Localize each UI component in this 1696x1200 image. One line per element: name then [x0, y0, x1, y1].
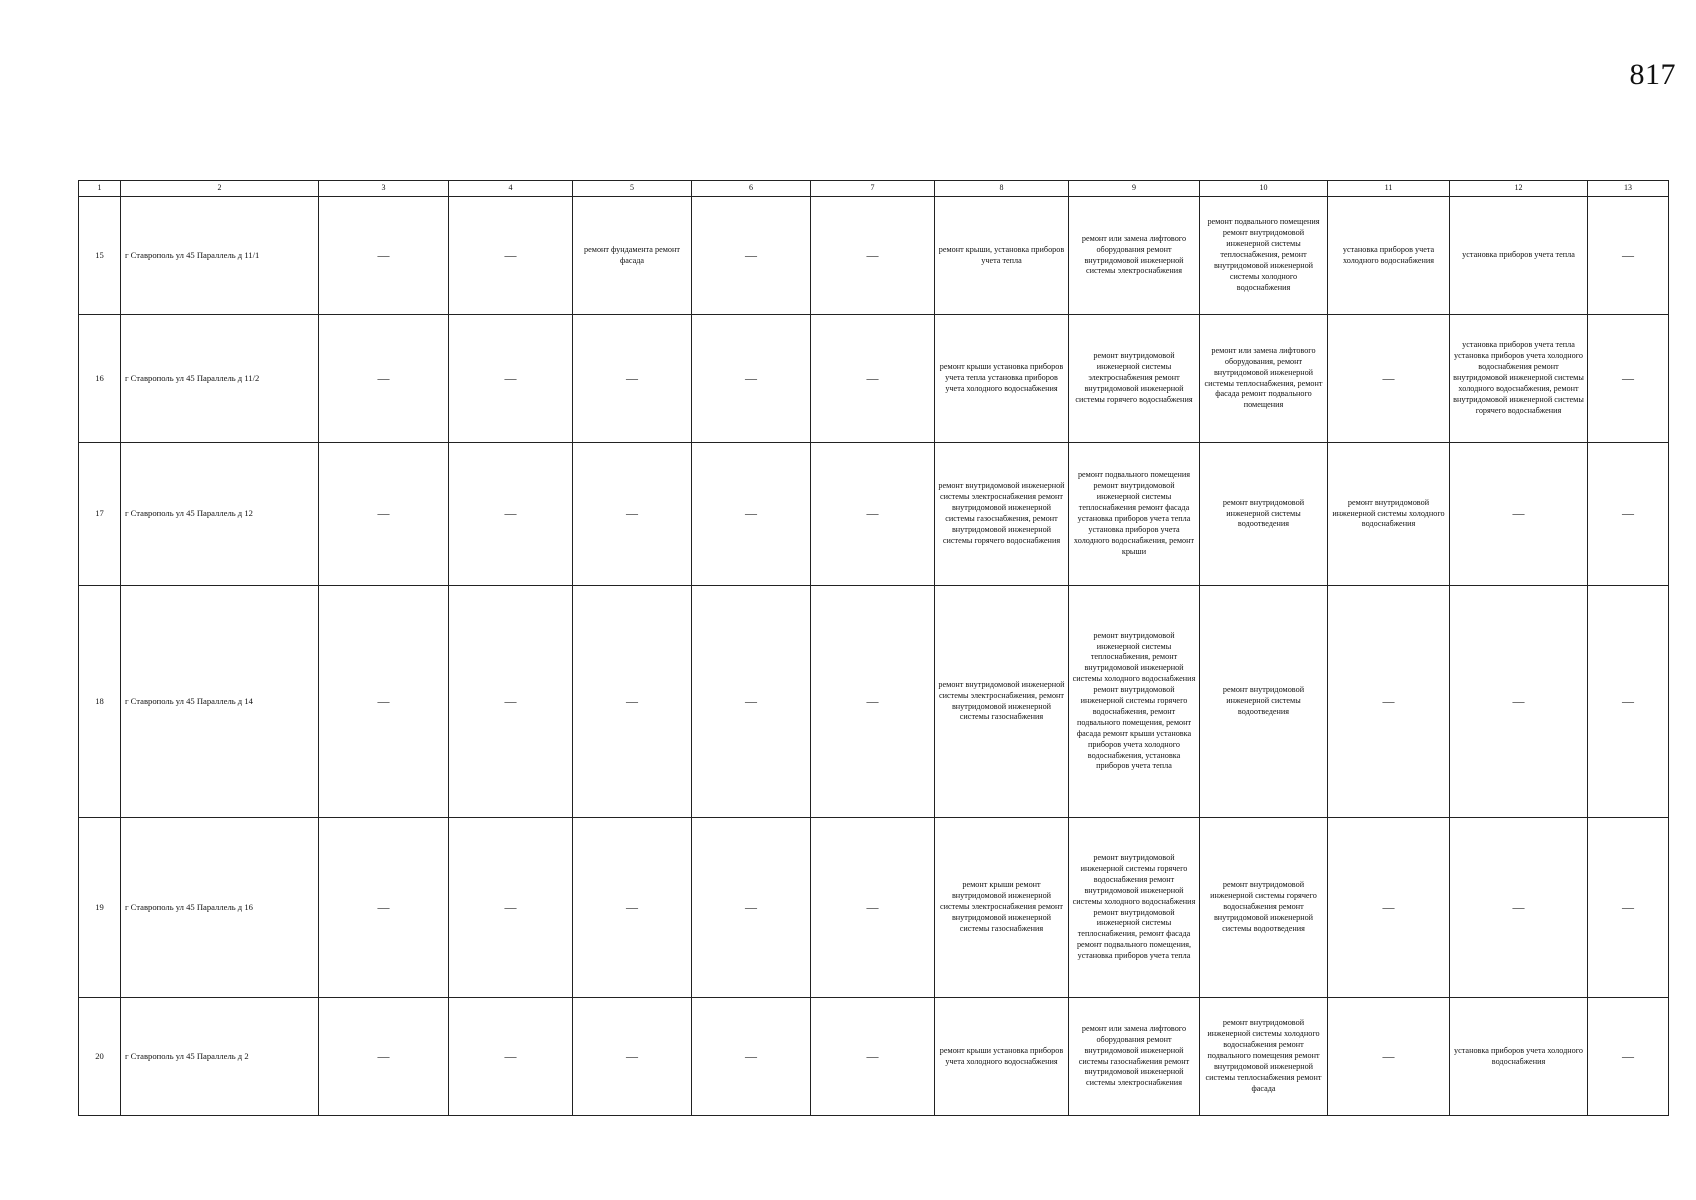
- works-cell: ремонт внутридомовой инженерной системы электроснабжения ремонт внутридомовой инженерной системы горячего водоснабжения: [1069, 315, 1200, 443]
- dash-cell: —: [692, 197, 811, 315]
- dash-cell: —: [1588, 197, 1669, 315]
- dash-cell: —: [1588, 998, 1669, 1116]
- dash-cell: —: [1588, 818, 1669, 998]
- works-cell: установка приборов учета холодного водоснабжения: [1328, 197, 1450, 315]
- dash-cell: —: [449, 443, 573, 586]
- row-number: 15: [79, 197, 121, 315]
- works-cell: ремонт крыши, установка приборов учета тепла: [935, 197, 1069, 315]
- works-cell: ремонт или замена лифтового оборудования, ремонт внутридомовой инженерной системы теплоснабжения, ремонт фасада ремонт подвального помещения: [1200, 315, 1328, 443]
- col-header: 4: [449, 181, 573, 197]
- col-header: 1: [79, 181, 121, 197]
- works-cell: ремонт внутридомовой инженерной системы холодного водоснабжения: [1328, 443, 1450, 586]
- col-header: 2: [121, 181, 319, 197]
- dash-cell: —: [692, 586, 811, 818]
- works-cell: ремонт крыши установка приборов учета тепла установка приборов учета холодного водоснабжения: [935, 315, 1069, 443]
- col-header: 9: [1069, 181, 1200, 197]
- works-cell: ремонт внутридомовой инженерной системы водоотведения: [1200, 586, 1328, 818]
- dash-cell: —: [1328, 818, 1450, 998]
- dash-cell: —: [319, 998, 449, 1116]
- dash-cell: —: [449, 586, 573, 818]
- dash-cell: —: [1450, 586, 1588, 818]
- address-cell: г Ставрополь ул 45 Параллель д 12: [121, 443, 319, 586]
- works-cell: ремонт внутридомовой инженерной системы холодного водоснабжения ремонт подвального помещения ремонт внутридомовой инженерной системы теплоснабжения ремонт фасада: [1200, 998, 1328, 1116]
- works-cell: ремонт внутридомовой инженерной системы горячего водоснабжения ремонт внутридомовой инженерной системы водоотведения: [1200, 818, 1328, 998]
- address-cell: г Ставрополь ул 45 Параллель д 11/1: [121, 197, 319, 315]
- dash-cell: —: [319, 586, 449, 818]
- dash-cell: —: [692, 443, 811, 586]
- dash-cell: —: [573, 998, 692, 1116]
- table-row: [79, 998, 1669, 1116]
- works-cell: ремонт внутридомовой инженерной системы теплоснабжения, ремонт внутридомовой инженерной системы холодного водоснабжения ремонт внутридомовой инженерной системы горячего водоснабжения, ремонт подвального помещения, ремонт фасада ремонт крыши установка приборов учета холодного водоснабжения, установка приборов учета тепла: [1069, 586, 1200, 818]
- col-header: 11: [1328, 181, 1450, 197]
- works-cell: ремонт подвального помещения ремонт внутридомовой инженерной системы теплоснабжения ремонт фасада установка приборов учета тепла установка приборов учета холодного водоснабжения, ремонт крыши: [1069, 443, 1200, 586]
- dash-cell: —: [811, 443, 935, 586]
- dash-cell: —: [449, 197, 573, 315]
- dash-cell: —: [319, 197, 449, 315]
- row-number: 16: [79, 315, 121, 443]
- dash-cell: —: [573, 443, 692, 586]
- row-number: 19: [79, 818, 121, 998]
- dash-cell: —: [692, 818, 811, 998]
- address-cell: г Ставрополь ул 45 Параллель д 2: [121, 998, 319, 1116]
- works-cell: ремонт или замена лифтового оборудования ремонт внутридомовой инженерной системы газоснабжения ремонт внутридомовой инженерной системы электроснабжения: [1069, 998, 1200, 1116]
- dash-cell: —: [811, 586, 935, 818]
- dash-cell: —: [1328, 998, 1450, 1116]
- dash-cell: —: [573, 818, 692, 998]
- dash-cell: —: [1328, 586, 1450, 818]
- col-header: 7: [811, 181, 935, 197]
- col-header: 3: [319, 181, 449, 197]
- address-cell: г Ставрополь ул 45 Параллель д 11/2: [121, 315, 319, 443]
- col-header: 5: [573, 181, 692, 197]
- dash-cell: —: [449, 998, 573, 1116]
- dash-cell: —: [811, 197, 935, 315]
- dash-cell: —: [811, 818, 935, 998]
- col-header: 12: [1450, 181, 1588, 197]
- address-cell: г Ставрополь ул 45 Параллель д 16: [121, 818, 319, 998]
- works-cell: ремонт внутридомовой инженерной системы электроснабжения, ремонт внутридомовой инженерной системы газоснабжения: [935, 586, 1069, 818]
- table-row: [79, 586, 1669, 818]
- address-cell: г Ставрополь ул 45 Параллель д 14: [121, 586, 319, 818]
- dash-cell: —: [811, 315, 935, 443]
- row-number: 17: [79, 443, 121, 586]
- dash-cell: —: [692, 998, 811, 1116]
- col-header: 13: [1588, 181, 1669, 197]
- works-cell: ремонт или замена лифтового оборудования ремонт внутридомовой инженерной системы электроснабжения: [1069, 197, 1200, 315]
- dash-cell: —: [319, 315, 449, 443]
- dash-cell: —: [449, 315, 573, 443]
- works-cell: ремонт внутридомовой инженерной системы горячего водоснабжения ремонт внутридомовой инженерной системы холодного водоснабжения ремонт внутридомовой инженерной системы теплоснабжения, ремонт фасада ремонт подвального помещения, установка приборов учета тепла: [1069, 818, 1200, 998]
- table-row: [79, 443, 1669, 586]
- works-cell: ремонт крыши ремонт внутридомовой инженерной системы электроснабжения ремонт внутридомовой инженерной системы газоснабжения: [935, 818, 1069, 998]
- dash-cell: —: [692, 315, 811, 443]
- row-number: 20: [79, 998, 121, 1116]
- works-cell: установка приборов учета тепла установка приборов учета холодного водоснабжения ремонт внутридомовой инженерной системы холодного водоснабжения, ремонт внутридомовой инженерной системы горячего водоснабжения: [1450, 315, 1588, 443]
- works-cell: установка приборов учета холодного водоснабжения: [1450, 998, 1588, 1116]
- dash-cell: —: [449, 818, 573, 998]
- dash-cell: —: [573, 315, 692, 443]
- works-cell: ремонт внутридомовой инженерной системы водоотведения: [1200, 443, 1328, 586]
- dash-cell: —: [319, 818, 449, 998]
- table-row: [79, 315, 1669, 443]
- dash-cell: —: [1588, 443, 1669, 586]
- works-cell: установка приборов учета тепла: [1450, 197, 1588, 315]
- works-cell: ремонт крыши установка приборов учета холодного водоснабжения: [935, 998, 1069, 1116]
- col-header: 8: [935, 181, 1069, 197]
- dash-cell: —: [319, 443, 449, 586]
- header-row: [79, 181, 1669, 197]
- dash-cell: —: [1450, 443, 1588, 586]
- works-table: [78, 180, 1669, 1116]
- table-row: [79, 197, 1669, 315]
- dash-cell: —: [1328, 315, 1450, 443]
- col-header: 10: [1200, 181, 1328, 197]
- dash-cell: —: [811, 998, 935, 1116]
- page-number: 817: [1629, 58, 1676, 91]
- works-cell: ремонт фундамента ремонт фасада: [573, 197, 692, 315]
- col-header: 6: [692, 181, 811, 197]
- dash-cell: —: [1588, 315, 1669, 443]
- table-row: [79, 818, 1669, 998]
- works-cell: ремонт внутридомовой инженерной системы электроснабжения ремонт внутридомовой инженерной системы газоснабжения, ремонт внутридомовой инженерной системы горячего водоснабжения: [935, 443, 1069, 586]
- dash-cell: —: [1450, 818, 1588, 998]
- row-number: 18: [79, 586, 121, 818]
- dash-cell: —: [1588, 586, 1669, 818]
- works-cell: ремонт подвального помещения ремонт внутридомовой инженерной системы теплоснабжения, ремонт внутридомовой инженерной системы холодного водоснабжения: [1200, 197, 1328, 315]
- dash-cell: —: [573, 586, 692, 818]
